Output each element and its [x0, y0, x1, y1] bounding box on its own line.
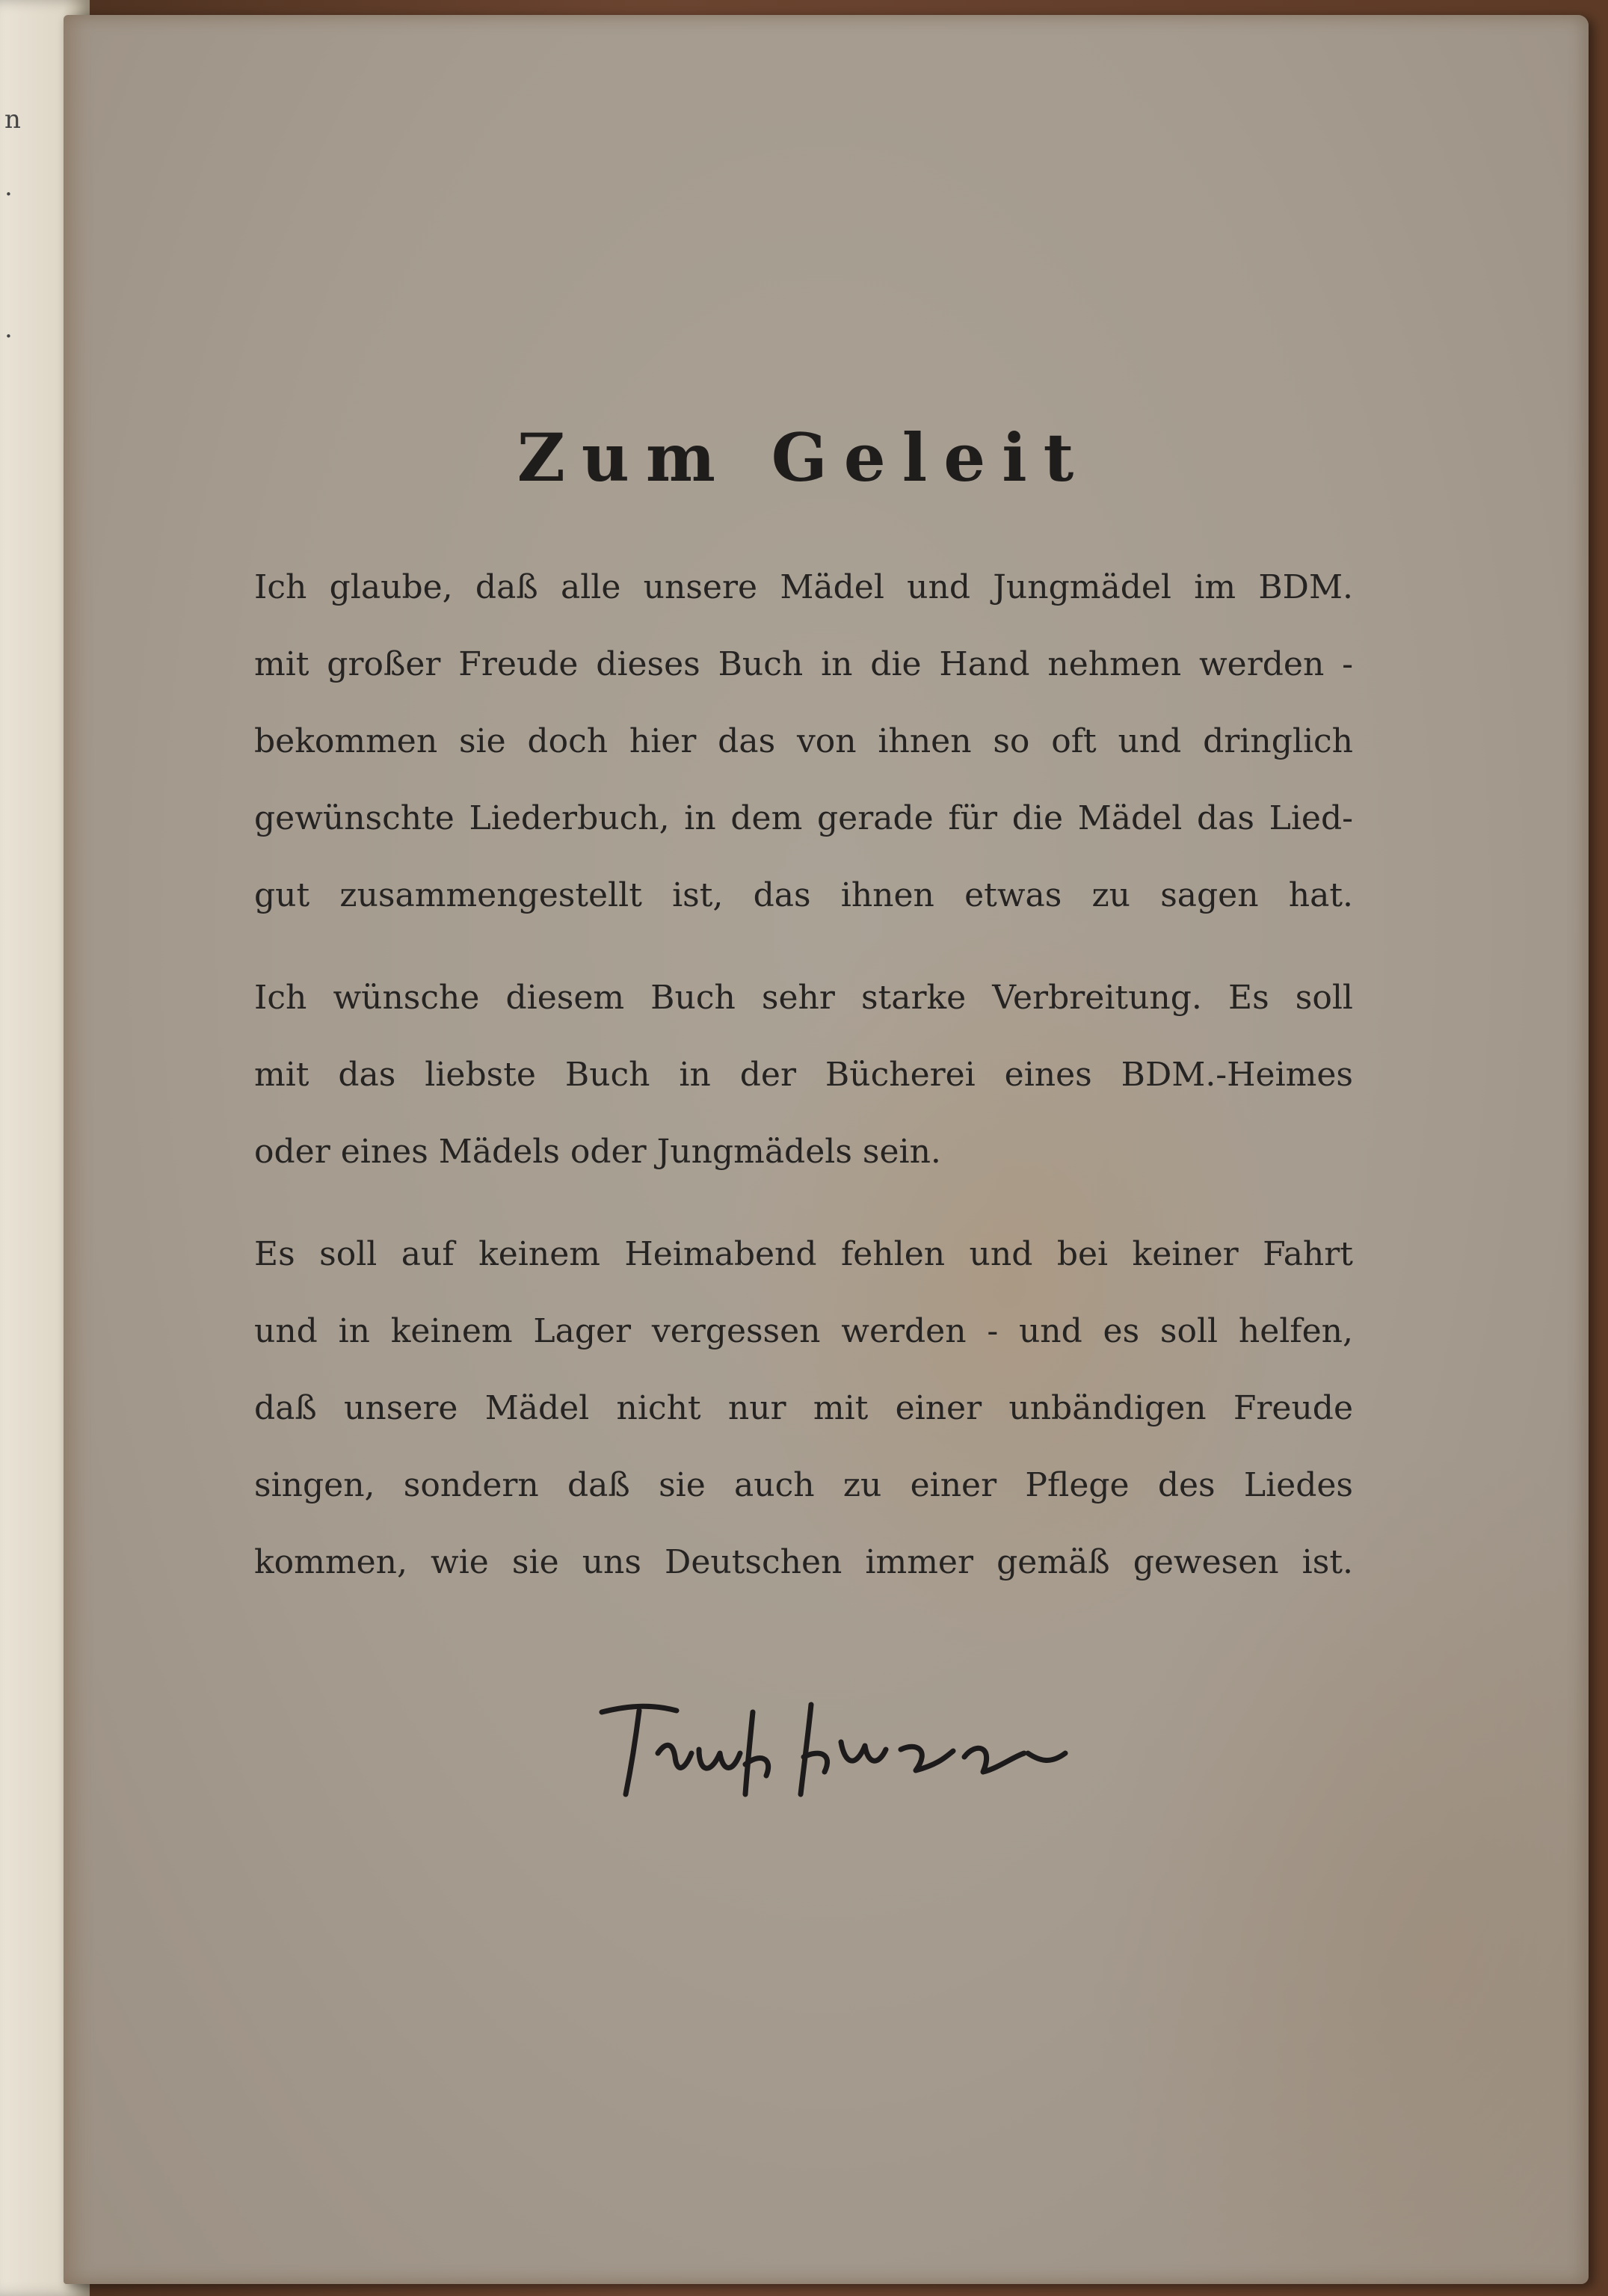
text-line: gut zusammengestellt ist, das ihnen etwas zu sagen hat.: [254, 876, 1353, 914]
text-line: gewünschte Liederbuch, in dem gerade für die Mädel das Lied-: [254, 799, 1353, 837]
page-text-block: [254, 419, 1353, 1626]
paragraph-3: [254, 1216, 1353, 1601]
handwritten-signature: [587, 1682, 1073, 1809]
text-line: oder eines Mädels oder Jungmädels sein.: [254, 1133, 941, 1171]
paragraph-1: [254, 549, 1353, 934]
text-line: bekommen sie doch hier das von ihnen so oft und dringlich: [254, 722, 1353, 760]
text-line: Ich glaube, daß alle unsere Mädel und Jungmädel im BDM.: [254, 568, 1353, 606]
left-page-fragment: n: [4, 105, 21, 135]
text-line: singen, sondern daß sie auch zu einer Pflege des Liedes: [254, 1466, 1353, 1504]
text-line: mit großer Freude dieses Buch in die Hand nehmen werden -: [254, 645, 1353, 683]
text-line: Es soll auf keinem Heimabend fehlen und bei keiner Fahrt: [254, 1235, 1353, 1273]
text-line: Ich wünsche diesem Buch sehr starke Verbreitung. Es soll: [254, 979, 1353, 1017]
book-page: [64, 15, 1589, 2284]
text-line: und in keinem Lager vergessen werden - und es soll helfen,: [254, 1312, 1353, 1350]
text-line: daß unsere Mädel nicht nur mit einer unbändigen Freude: [254, 1389, 1353, 1427]
text-line: kommen, wie sie uns Deutschen immer gemäß gewesen ist.: [254, 1543, 1353, 1581]
paragraph-2: [254, 959, 1353, 1190]
text-line: mit das liebste Buch in der Bücherei eines BDM.-Heimes: [254, 1056, 1353, 1094]
left-page-fragment: .: [4, 314, 13, 344]
page-title: Zum Geleit: [517, 419, 1091, 496]
left-page-fragment: .: [4, 172, 13, 202]
